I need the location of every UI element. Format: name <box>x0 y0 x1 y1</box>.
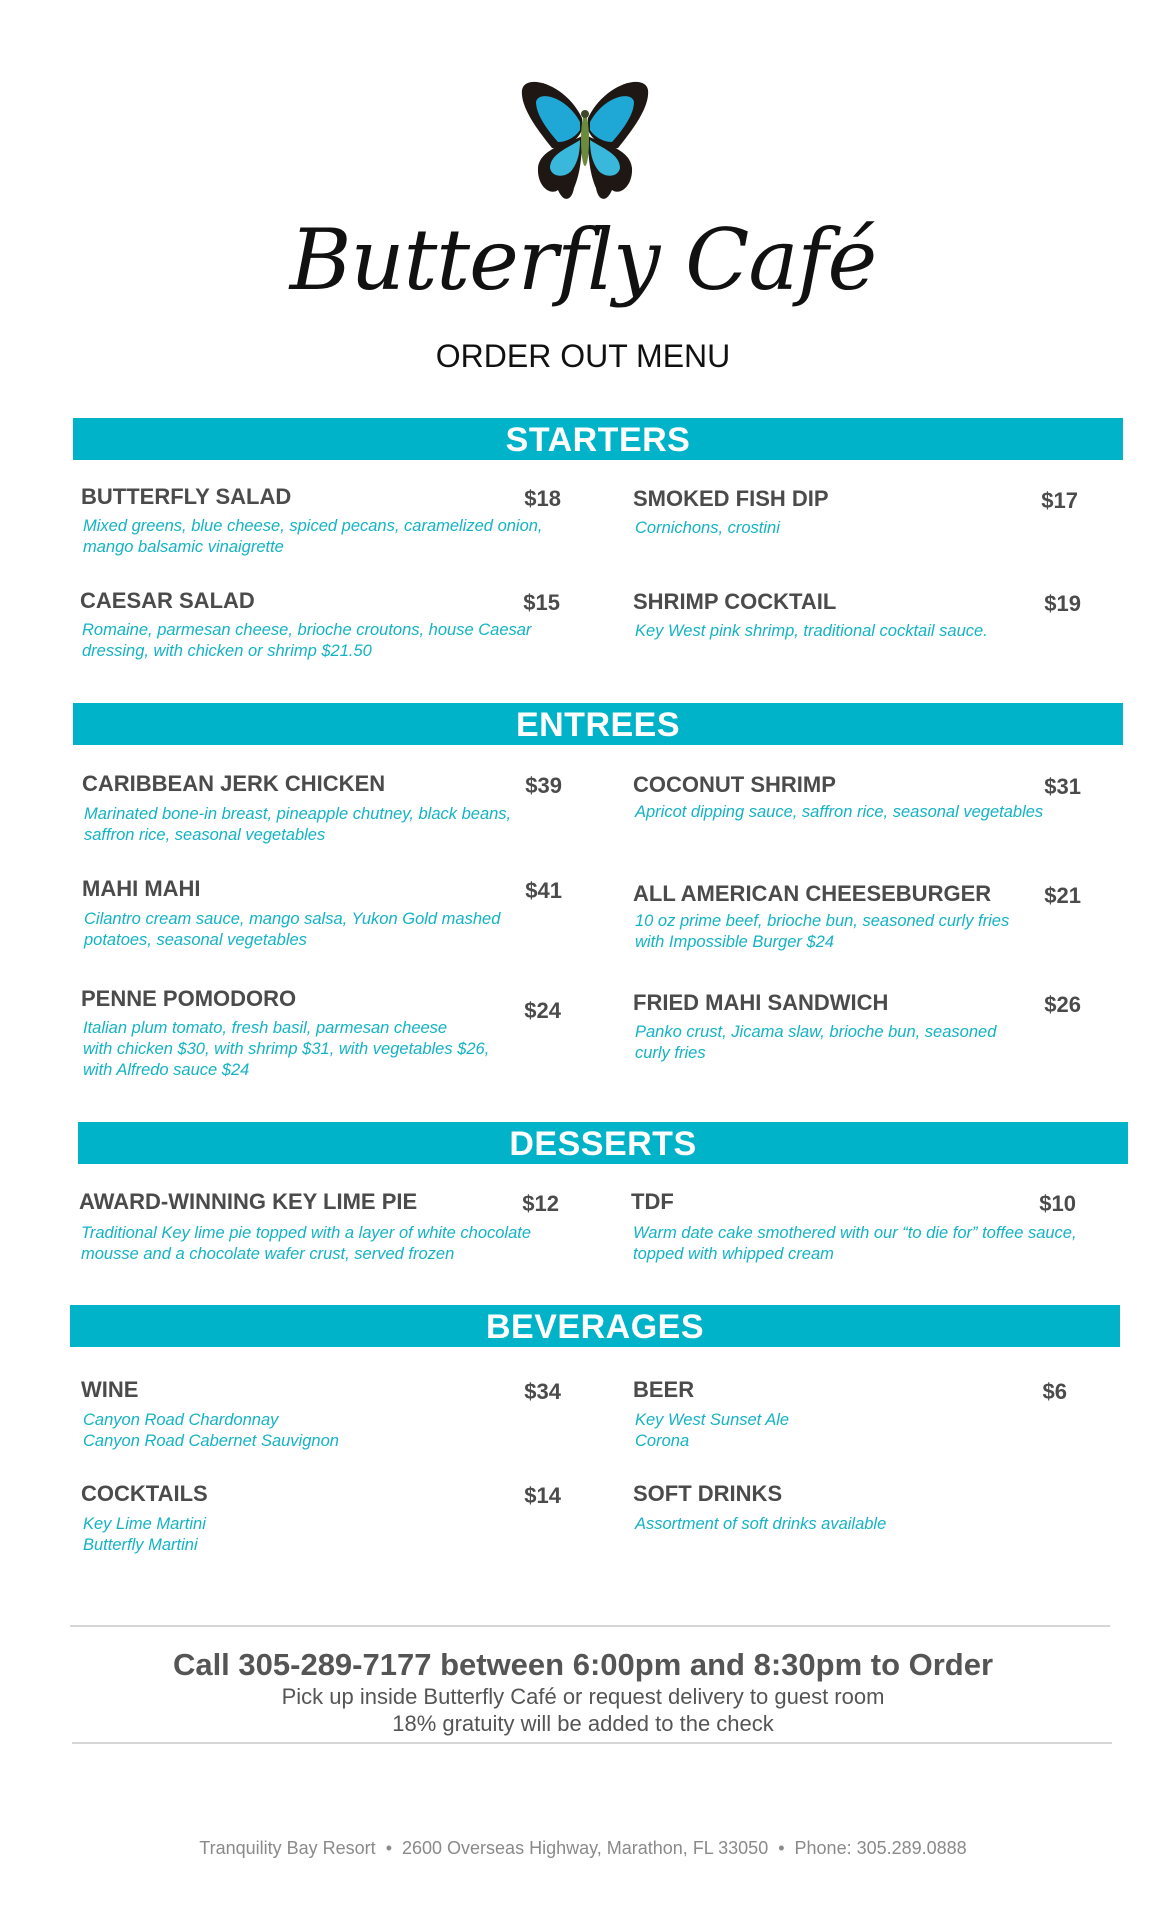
description-line: Cornichons, crostini <box>635 519 780 537</box>
item-description <box>635 1022 1083 1064</box>
description-line: Key West pink shrimp, traditional cocktail sauce. <box>635 622 988 640</box>
description-line: with Alfredo sauce $24 <box>83 1061 250 1079</box>
item-description <box>81 1223 561 1265</box>
call-to-order: Call 305-289-7177 between 6:00pm and 8:30pm to Order <box>172 1647 994 1682</box>
item-price: $6 <box>1042 1379 1067 1404</box>
description-line: 10 oz prime beef, brioche bun, seasoned curly fries <box>635 912 1010 930</box>
item-description <box>633 1223 1078 1265</box>
item-price: $17 <box>1041 488 1078 513</box>
item-description <box>83 1018 563 1081</box>
description-line: Romaine, parmesan cheese, brioche croutons, house Caesar <box>82 621 532 639</box>
item-description <box>635 621 1083 642</box>
item-price: $19 <box>1044 591 1081 616</box>
description-line: Warm date cake smothered with our “to die for” toffee sauce, <box>633 1224 1077 1242</box>
item-description <box>84 804 564 846</box>
item-price: $21 <box>1044 883 1081 908</box>
item-description <box>84 909 564 951</box>
item-price: $10 <box>1039 1191 1076 1216</box>
divider-bottom <box>72 1742 1112 1744</box>
item-name: COCONUT SHRIMP <box>633 772 836 797</box>
section-header-entrees: ENTREES <box>73 703 1123 745</box>
item-name: SOFT DRINKS <box>633 1481 783 1506</box>
item-description <box>635 518 1080 539</box>
item-name: COCKTAILS <box>81 1481 208 1506</box>
description-line: topped with whipped cream <box>633 1245 834 1263</box>
divider-top <box>70 1625 1110 1627</box>
resort-phone: Phone: 305.289.0888 <box>794 1838 967 1858</box>
item-name: BEER <box>633 1377 695 1402</box>
item-description <box>635 911 1083 953</box>
item-price: $41 <box>525 878 562 903</box>
item-name: CARIBBEAN JERK CHICKEN <box>82 771 386 796</box>
gratuity-note: 18% gratuity will be added to the check <box>392 1711 774 1736</box>
item-price: $39 <box>525 773 562 798</box>
item-description <box>83 516 563 558</box>
description-line: Marinated bone-in breast, pineapple chutney, black beans, <box>84 805 512 823</box>
description-line: Butterfly Martini <box>83 1536 198 1554</box>
section-header-beverages: BEVERAGES <box>70 1305 1120 1347</box>
description-line: Assortment of soft drinks available <box>635 1515 887 1533</box>
item-price: $15 <box>523 590 560 615</box>
item-description <box>635 802 1083 823</box>
item-price: $31 <box>1044 774 1081 799</box>
resort-address: 2600 Overseas Highway, Marathon, FL 33050 <box>402 1838 769 1858</box>
section-header-starters: STARTERS <box>73 418 1123 460</box>
item-name: WINE <box>81 1377 139 1402</box>
item-price: $34 <box>524 1379 561 1404</box>
item-name: CAESAR SALAD <box>80 588 255 613</box>
resort-name: Tranquility Bay Resort <box>199 1838 376 1858</box>
description-line: Key Lime Martini <box>83 1515 206 1533</box>
description-line: Mixed greens, blue cheese, spiced pecans, caramelized onion, <box>83 517 543 535</box>
item-name: AWARD-WINNING KEY LIME PIE <box>79 1189 418 1214</box>
description-line: Cilantro cream sauce, mango salsa, Yukon Gold mashed <box>84 910 501 928</box>
item-description <box>635 1514 1069 1535</box>
item-description <box>82 620 562 662</box>
description-line: saffron rice, seasonal vegetables <box>84 826 326 844</box>
description-line: curly fries <box>635 1044 706 1062</box>
page-subtitle: ORDER OUT MENU <box>435 338 731 374</box>
description-line: Italian plum tomato, fresh basil, parmesan cheese <box>83 1019 448 1037</box>
item-name: MAHI MAHI <box>82 876 201 901</box>
description-line: Corona <box>635 1432 690 1450</box>
description-line: with chicken $30, with shrimp $31, with vegetables $26, <box>83 1040 490 1058</box>
description-line: Canyon Road Chardonnay <box>83 1411 279 1429</box>
section-header-desserts: DESSERTS <box>78 1122 1128 1164</box>
item-price: $26 <box>1044 992 1081 1017</box>
butterfly-icon <box>510 78 660 218</box>
item-price: $18 <box>524 486 561 511</box>
description-line: Traditional Key lime pie topped with a layer of white chocolate <box>81 1224 532 1242</box>
item-price: $14 <box>524 1483 561 1508</box>
item-description <box>635 1410 1069 1452</box>
item-name: SHRIMP COCKTAIL <box>633 589 837 614</box>
item-description <box>83 1410 563 1452</box>
item-name: SMOKED FISH DIP <box>633 486 829 511</box>
description-line: Key West Sunset Ale <box>635 1411 790 1429</box>
item-name: BUTTERFLY SALAD <box>81 484 292 509</box>
cafe-name: Butterfly Café <box>289 211 877 309</box>
description-line: mango balsamic vinaigrette <box>83 538 284 556</box>
description-line: potatoes, seasonal vegetables <box>84 931 307 949</box>
separator: • <box>778 1838 785 1858</box>
description-line: Apricot dipping sauce, saffron rice, seasonal vegetables <box>635 803 1044 821</box>
pickup-info: Pick up inside Butterfly Café or request delivery to guest room <box>281 1684 885 1709</box>
description-line: dressing, with chicken or shrimp $21.50 <box>82 642 372 660</box>
item-name: FRIED MAHI SANDWICH <box>633 990 889 1015</box>
item-price: $24 <box>524 998 561 1023</box>
item-name: TDF <box>631 1189 674 1214</box>
description-line: with Impossible Burger $24 <box>635 933 835 951</box>
item-name: ALL AMERICAN CHEESEBURGER <box>633 881 992 906</box>
description-line: Canyon Road Cabernet Sauvignon <box>83 1432 339 1450</box>
item-description <box>83 1514 563 1556</box>
description-line: mousse and a chocolate wafer crust, served frozen <box>81 1245 455 1263</box>
item-price: $12 <box>522 1191 559 1216</box>
separator: • <box>385 1838 392 1858</box>
description-line: Panko crust, Jicama slaw, brioche bun, seasoned <box>635 1023 997 1041</box>
footer <box>0 1838 1166 1859</box>
item-name: PENNE POMODORO <box>81 986 297 1011</box>
